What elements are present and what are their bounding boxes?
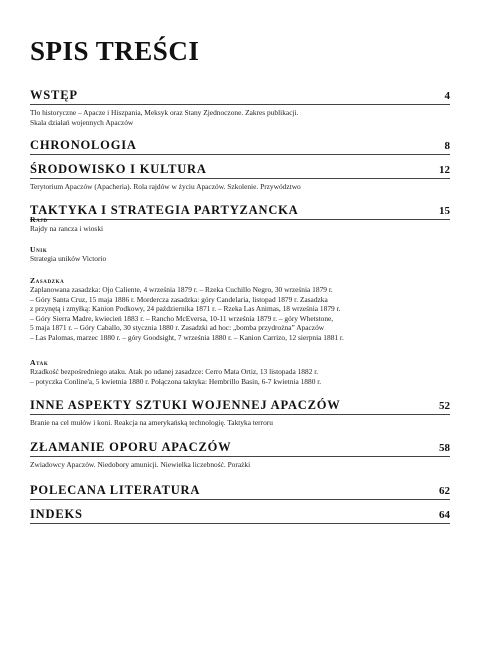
toc-entry-chronologia[interactable] [30,138,450,155]
subentry-description: Rajdy na rancza i wioski [30,224,104,233]
entry-heading: POLECANA LITERATURA [30,483,201,497]
toc-entry-zlamanie-oporu[interactable] [30,440,450,470]
subentry-heading: Unik [30,245,48,254]
entry-description: Zwiadowcy Apaczów. Niedobory amunicji. Niewielka liczebność. Porażki [30,460,251,469]
page-title: SPIS TREŚCI [30,36,200,66]
divider [30,104,450,105]
subentry-description: – Las Palomas, marzec 1880 r. – góry Goodsight, 7 września 1880 r. – Kanion Carrizo, 12 sierpnia 1881 r. [30,332,344,342]
entry-page-number: 62 [439,485,450,497]
subentry-description: – Góry Sierra Madre, kwiecień 1883 r. – Rancho McEversa, 10-11 września 1879 r. – góry Whetstone, [30,313,334,323]
subentry-description: 5 maja 1871 r. – Góry Caballo, 30 stycznia 1880 r. Zasadzki ad hoc: „bomba przydrożna” Apaczów [30,323,325,333]
subentry-description: Zaplanowana zasadzka: Ojo Caliente, 4 września 1879 r. – Rzeka Cuchillo Negro, 30 września 1879 r. [30,285,333,294]
entry-heading: ZŁAMANIE OPORU APACZÓW [30,440,232,454]
divider [30,523,450,524]
divider [30,414,450,415]
entry-heading: CHRONOLOGIA [30,138,137,152]
divider [30,499,450,500]
entry-page-number: 64 [439,509,450,521]
toc-entry-indeks[interactable] [30,507,450,524]
entry-page-number: 12 [439,164,450,176]
toc-entry-polecana-literatura[interactable] [30,483,450,500]
entry-page-number: 4 [444,90,450,102]
entry-page-number: 8 [444,140,450,152]
entry-description: Tło historyczne – Apacze i Hiszpania, Meksyk oraz Stany Zjednoczone. Zakres publikacji. [30,108,299,117]
toc-subentry-atak[interactable] [30,358,450,386]
divider [30,456,450,457]
toc-subentry-rajd[interactable] [30,215,450,234]
subentry-description: Rzadkość bezpośredniego ataku. Atak po udanej zasadzce: Cerro Mata Ortiz, 13 listopada 1882 r. [30,367,319,376]
entry-description: Branie na cel mułów i koni. Reakcja na amerykańską technologię. Taktyka terroru [30,418,273,427]
subentry-description: – potyczka Conline'a, 5 kwietnia 1880 r. Połączona taktyka: Hembrillo Basin, 6-7 kwietnia 1880 r. [30,376,322,386]
entry-description: Skala działań wojennych Apaczów [30,117,134,127]
divider [30,178,450,179]
subentry-description: Strategia uników Victorio [30,254,107,263]
subentry-heading: Rajd [30,215,48,224]
toc-entry-wstep[interactable] [30,88,450,127]
entry-page-number: 58 [439,442,450,454]
toc-subentry-unik[interactable] [30,245,450,264]
entry-heading: INDEKS [30,507,83,521]
subentry-heading: Zasadzka [30,276,65,285]
divider [30,154,450,155]
entry-page-number: 52 [439,400,450,412]
toc-subentry-zasadzka[interactable] [30,276,450,343]
entry-heading: INNE ASPEKTY SZTUKI WOJENNEJ APACZÓW [30,398,341,412]
entry-description: Terytorium Apaczów (Apacheria). Rola rajdów w życiu Apaczów. Szkolenie. Przywództwo [30,182,301,191]
subentry-description: – Góry Santa Cruz, 15 maja 1886 r. Mordercza zasadzka: góry Candelaria, listopad 1879 r. Zasadzka [30,294,328,304]
entry-page-number: 15 [439,205,450,217]
subentry-description: z przynętą i zmyłką: Kanion Podkowy, 24 października 1871 r. – Rzeka Las Animas, 18 września 1879 r. [30,304,341,314]
toc-entry-inne-aspekty[interactable] [30,398,450,428]
subentry-heading: Atak [30,358,49,367]
entry-heading: ŚRODOWISKO I KULTURA [30,162,207,176]
entry-heading: TAKTYKA I STRATEGIA PARTYZANCKA [30,203,299,217]
toc-entry-srodowisko[interactable] [30,162,450,192]
entry-heading: WSTĘP [30,88,78,102]
